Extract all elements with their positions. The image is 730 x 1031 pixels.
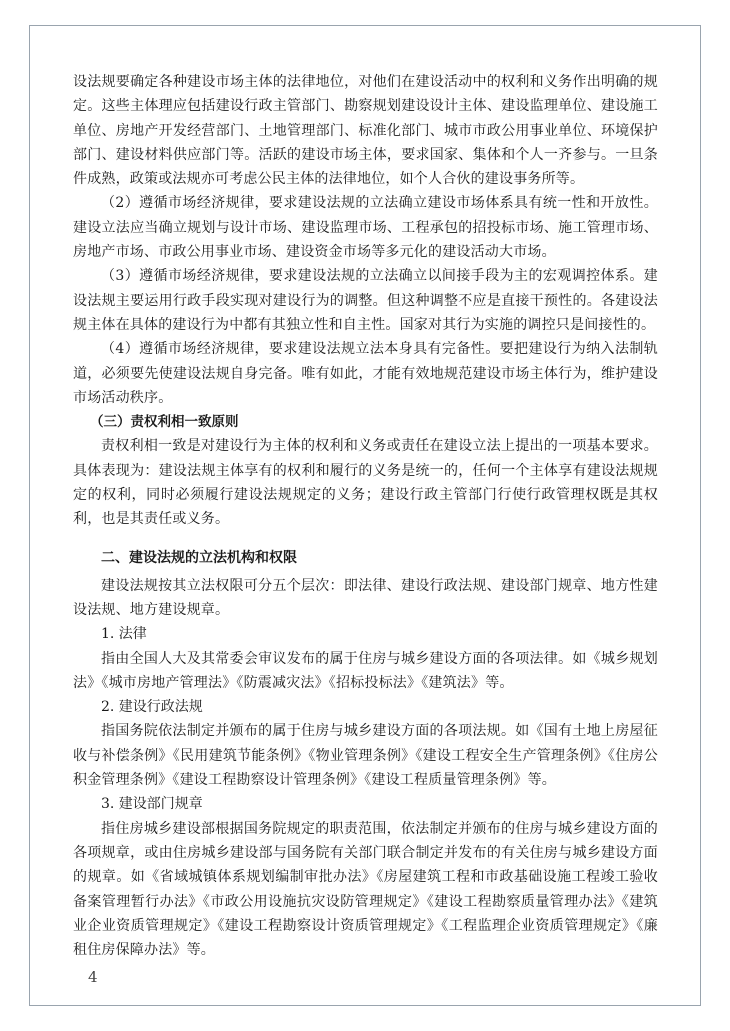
- paragraph: 设法规要确定各种建设市场主体的法律地位，对他们在建设活动中的权利和义务作出明确的规定。这些主体理应包括建设行政主管部门、勘察规划建设设计主体、建设监理单位、建设施工单位、房地产开发经营部门、土地管理部门、标准化部门、城市市政公用事业单位、环境保护部门、建设材料供应部门等。活跃的建设市场主体，要求国家、集体和个人一齐参与。一旦条件成熟，政策或法规亦可考虑公民主体的法律地位，如个人合伙的建设事务所等。: [73, 74, 658, 188]
- numbered-heading: 2. 建设行政法规: [101, 699, 203, 716]
- numbered-heading: 3. 建设部门规章: [101, 796, 203, 813]
- paragraph: 指由全国人大及其常委会审议发布的属于住房与城乡建设方面的各项法律。如《城乡规划法》《城市房地产管理法》《防震减灾法》《招标投标法》《建筑法》等。: [73, 650, 658, 691]
- page-body: [73, 70, 658, 962]
- paragraph: 指住房城乡建设部根据国务院规定的职责范围，依法制定并颁布的住房与城乡建设方面的各项规章，或由住房城乡建设部与国务院有关部门联合制定并发布的有关住房与城乡建设方面的规章。如《省域城镇体系规划编制审批办法》《房屋建筑工程和市政基础设施工程竣工验收备案管理暂行办法》《市政公用设施抗灾设防管理规定》《建设工程勘察质量管理办法》《建筑业企业资质管理规定》《建设工程勘察设计资质管理规定》《工程监理企业资质管理规定》《廉租住房保障办法》等。: [73, 820, 658, 959]
- paragraph: 责权利相一致是对建设行为主体的权利和义务或责任在建设立法上提出的一项基本要求。具体表现为：建设法规主体享有的权利和履行的义务是统一的，任何一个主体享有建设法规规定的权利，同时必须履行建设法规规定的义务；建设行政主管部门行使行政管理权既是其权利，也是其责任或义务。: [73, 438, 658, 528]
- section-heading: （三）责权利相一致原则: [90, 414, 239, 431]
- paragraph: 建设法规按其立法权限可分五个层次：即法律、建设行政法规、建设部门规章、地方性建设法规、地方建设规章。: [73, 577, 658, 618]
- chapter-heading: 二、建设法规的立法机构和权限: [101, 549, 297, 566]
- paragraph: 指国务院依法制定并颁布的属于住房与城乡建设方面的各项法规。如《国有土地上房屋征收与补偿条例》《民用建筑节能条例》《物业管理条例》《建设工程安全生产管理条例》《住房公积金管理条例》《建设工程勘察设计管理条例》《建设工程质量管理条例》等。: [73, 723, 658, 789]
- paragraph: （4）遵循市场经济规律，要求建设法规立法本身具有完备性。要把建设行为纳入法制轨道，必须要先使建设法规自身完备。唯有如此，才能有效地规范建设市场主体行为，维护建设市场活动秩序。: [73, 341, 658, 406]
- paragraph: （2）遵循市场经济规律，要求建设法规的立法确立建设市场体系具有统一性和开放性。建设立法应当确立规划与设计市场、建设监理市场、工程承包的招投标市场、施工管理市场、房地产市场、市政公用事业市场、建设资金市场等多元化的建设活动大市场。: [73, 195, 658, 261]
- page-number: 4: [88, 968, 98, 986]
- numbered-heading: 1. 法律: [101, 626, 147, 643]
- paragraph: （3）遵循市场经济规律，要求建设法规的立法确立以间接手段为主的宏观调控体系。建设法规主要运用行政手段实现对建设行为的调整。但这种调整不应是直接干预性的。各建设法规主体在具体的建设行为中都有其独立性和自主性。国家对其行为实施的调控只是间接性的。: [73, 268, 658, 333]
